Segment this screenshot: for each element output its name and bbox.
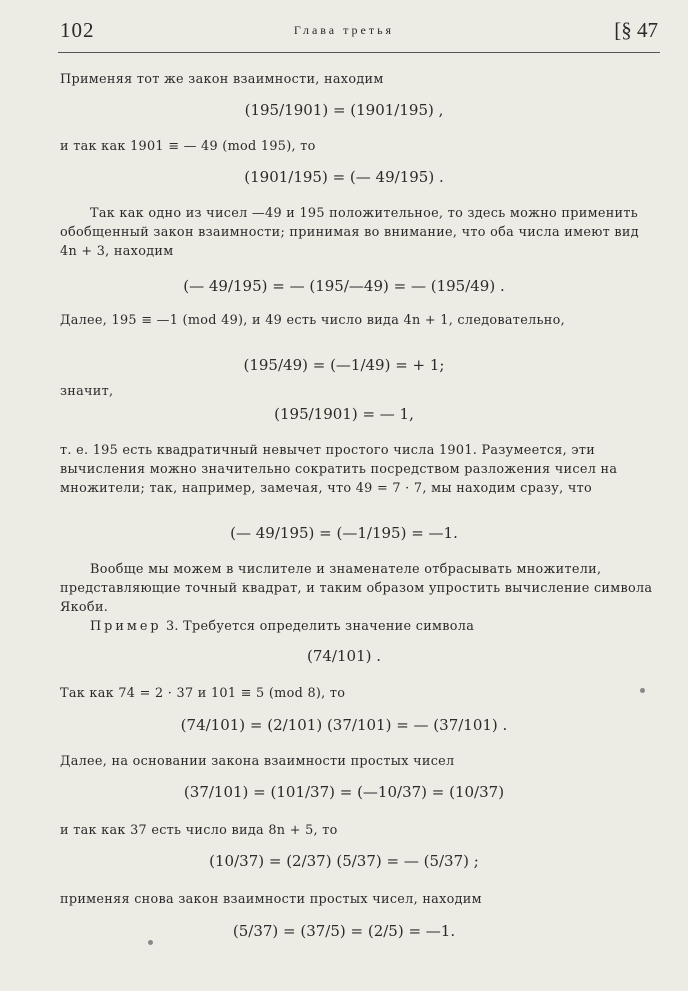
chapter-title: Глава третья	[293, 23, 395, 37]
formula: (74/101) .	[306, 647, 381, 665]
text-line: и так как 37 есть число вида 8n + 5, то	[60, 823, 338, 838]
paragraph: Вообще мы можем в числителе и знаменателе отбрасывать множители, представляющие точный квадрат, и таким образом упростить вычисление символа Якоби.	[60, 562, 653, 615]
formula: (37/101) = (101/37) = (—10/37) = (10/37)	[183, 783, 505, 801]
formula: (195/49) = (—1/49) = + 1;	[243, 356, 445, 374]
paragraph: Далее, 195 ≡ —1 (mod 49), и 49 есть число вида 4n + 1, следовательно,	[60, 313, 565, 328]
example-label: Пример	[90, 619, 162, 634]
header-rule	[58, 52, 660, 53]
paragraph: т. е. 195 есть квадратичный невычет простого числа 1901. Разумеется, эти вычисления можно значительно сократить посредством разложения чисел на множители; так, например, замечая, что 49 = 7 · 7, мы находим сразу, что	[60, 443, 618, 496]
formula: (5/37) = (37/5) = (2/5) = —1.	[232, 922, 456, 940]
section-number: [§ 47	[614, 18, 658, 42]
formula: (195/1901) = (1901/195) ,	[244, 101, 444, 119]
text-line: Так как 74 = 2 · 37 и 101 ≡ 5 (mod 8), то	[60, 686, 346, 701]
text-line: Применяя тот же закон взаимности, находим	[60, 72, 384, 87]
formula: (74/101) = (2/101) (37/101) = — (37/101) .	[180, 716, 508, 734]
paragraph: Так как одно из чисел —49 и 195 положительное, то здесь можно применить обобщенный закон взаимности; принимая во внимание, что оба числа имеют вид 4n + 3, находим	[60, 206, 639, 259]
example-text: 3. Требуется определить значение символа	[165, 619, 475, 634]
formula: (— 49/195) = — (195/—49) = — (195/49) .	[183, 277, 505, 295]
print-speck	[148, 940, 153, 945]
print-speck	[640, 688, 645, 693]
text-line: и так как 1901 ≡ — 49 (mod 195), то	[60, 139, 316, 154]
text-line: применяя снова закон взаимности простых чисел, находим	[60, 892, 482, 907]
page-number: 102	[60, 18, 95, 42]
example-line	[60, 617, 660, 636]
formula: (195/1901) = — 1,	[274, 405, 414, 423]
formula: (— 49/195) = (—1/195) = —1.	[230, 524, 458, 542]
page-header	[0, 18, 688, 52]
text-line: значит,	[60, 384, 114, 399]
formula: (10/37) = (2/37) (5/37) = — (5/37) ;	[209, 852, 479, 870]
formula: (1901/195) = (— 49/195) .	[244, 168, 444, 186]
text-line: Далее, на основании закона взаимности простых чисел	[60, 754, 455, 769]
